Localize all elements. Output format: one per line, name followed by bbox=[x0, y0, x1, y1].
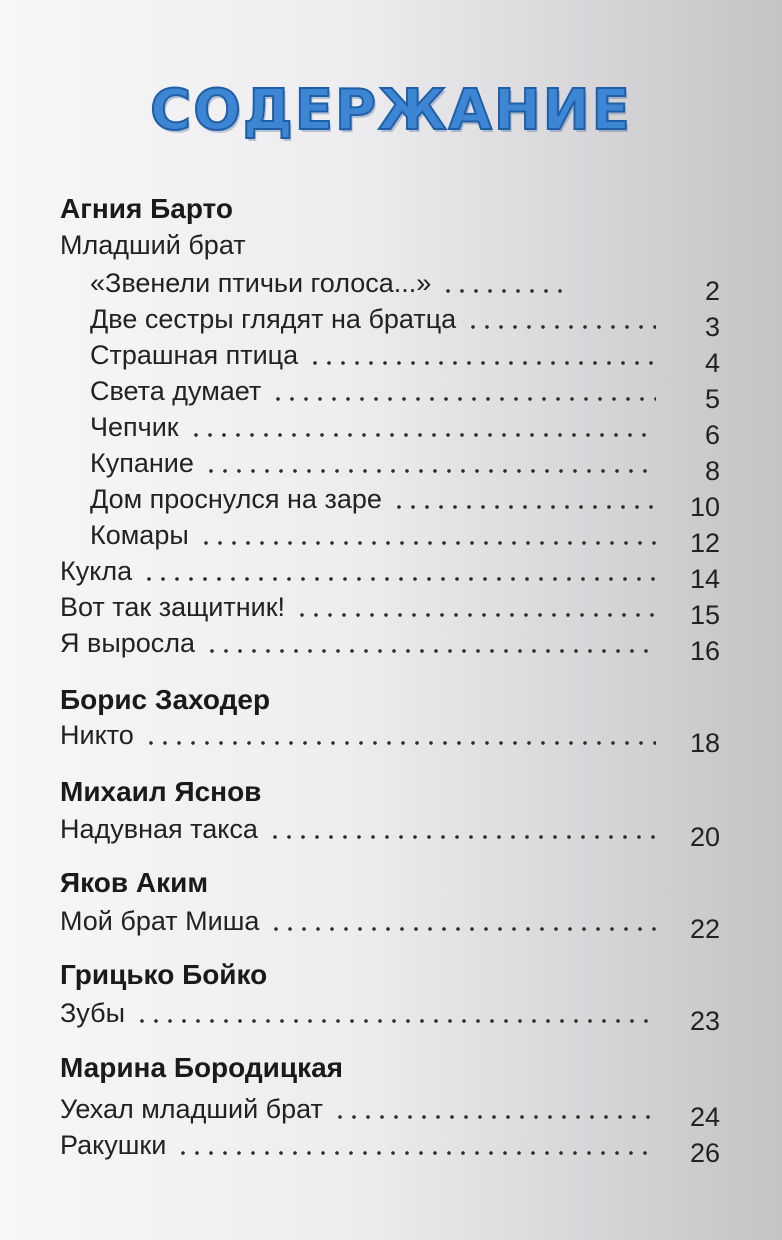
entry-title: Мой брат Миша bbox=[60, 906, 260, 936]
page-number: 23 bbox=[689, 1006, 720, 1036]
toc-entry[interactable] bbox=[90, 480, 720, 522]
toc-entry[interactable] bbox=[60, 588, 720, 630]
author-heading: Грицько Бойко bbox=[60, 959, 268, 990]
dot-leader bbox=[204, 469, 656, 473]
page-number: 20 bbox=[689, 822, 720, 852]
dot-leader bbox=[271, 397, 656, 401]
toc-entry[interactable] bbox=[60, 716, 720, 758]
dot-leader bbox=[189, 433, 656, 437]
dot-leader bbox=[142, 577, 656, 581]
dot-leader bbox=[392, 505, 656, 509]
toc-entry[interactable] bbox=[60, 810, 720, 852]
page-number: 15 bbox=[689, 600, 720, 630]
toc-entry[interactable] bbox=[90, 408, 720, 450]
page-number: 8 bbox=[704, 456, 720, 486]
toc-entry[interactable] bbox=[60, 1126, 720, 1168]
page-number: 22 bbox=[689, 914, 720, 944]
dot-leader bbox=[176, 1151, 656, 1155]
toc-entry[interactable] bbox=[60, 624, 720, 666]
author-heading: Агния Барто bbox=[60, 193, 234, 224]
page-number: 3 bbox=[704, 312, 720, 342]
page-number: 6 bbox=[704, 420, 720, 450]
dot-leader bbox=[135, 1019, 656, 1023]
page-number: 18 bbox=[689, 728, 720, 758]
toc-subsection-title bbox=[60, 226, 246, 262]
toc-entry[interactable] bbox=[90, 300, 720, 342]
author-heading: Михаил Яснов bbox=[60, 776, 262, 807]
page-number: 10 bbox=[689, 492, 720, 522]
page-number: 26 bbox=[689, 1138, 720, 1168]
toc-entry[interactable] bbox=[60, 994, 720, 1036]
entry-title: Кукла bbox=[60, 556, 133, 586]
entry-title: Комары bbox=[90, 520, 189, 550]
page-number: 24 bbox=[689, 1102, 720, 1132]
entry-title: Я выросла bbox=[60, 628, 196, 658]
dot-leader bbox=[441, 289, 567, 293]
dot-leader bbox=[144, 741, 656, 745]
entry-title: Ракушки bbox=[60, 1130, 167, 1160]
entry-title: Вот так защитник! bbox=[60, 592, 286, 622]
page-number: 5 bbox=[704, 384, 720, 414]
toc-entry[interactable] bbox=[60, 1090, 720, 1132]
entry-title: Дом проснулся на заре bbox=[90, 484, 382, 514]
dot-leader bbox=[268, 835, 656, 839]
author-heading: Борис Заходер bbox=[60, 684, 271, 715]
entry-title: Света думает bbox=[90, 376, 262, 406]
entry-title: Зубы bbox=[60, 998, 125, 1028]
dot-leader bbox=[466, 325, 656, 329]
toc-entry[interactable] bbox=[60, 902, 720, 944]
page-number: 4 bbox=[704, 348, 720, 378]
toc-entry[interactable] bbox=[90, 444, 720, 486]
toc-entry[interactable] bbox=[60, 552, 720, 594]
entry-title: «Звенели птичьи голоса...» bbox=[90, 268, 432, 298]
entry-title: Никто bbox=[60, 720, 134, 750]
toc-entry[interactable] bbox=[90, 516, 720, 558]
author-heading: Марина Бородицкая bbox=[60, 1052, 344, 1083]
page-number: 12 bbox=[689, 528, 720, 558]
dot-leader bbox=[269, 927, 656, 931]
dot-leader bbox=[308, 361, 656, 365]
page-number: 2 bbox=[704, 276, 720, 306]
toc-entry[interactable] bbox=[90, 264, 720, 306]
entry-title: Две сестры глядят на братца bbox=[90, 304, 457, 334]
dot-leader bbox=[199, 541, 656, 545]
entry-title: Надувная такса bbox=[60, 814, 258, 844]
entry-title: Чепчик bbox=[90, 412, 179, 442]
toc-entry[interactable] bbox=[90, 336, 720, 378]
page-number: 16 bbox=[689, 636, 720, 666]
toc-entry[interactable] bbox=[90, 372, 720, 414]
dot-leader bbox=[333, 1115, 656, 1119]
dot-leader bbox=[205, 649, 656, 653]
entry-title: Младший брат bbox=[60, 230, 246, 260]
entry-title: Купание bbox=[90, 448, 194, 478]
entry-title: Уехал младший брат bbox=[60, 1094, 323, 1124]
dot-leader bbox=[295, 613, 656, 617]
page-title: СОДЕРЖАНИЕ bbox=[150, 78, 632, 143]
author-heading: Яков Аким bbox=[60, 867, 209, 898]
entry-title: Страшная птица bbox=[90, 340, 299, 370]
page-number: 14 bbox=[689, 564, 720, 594]
